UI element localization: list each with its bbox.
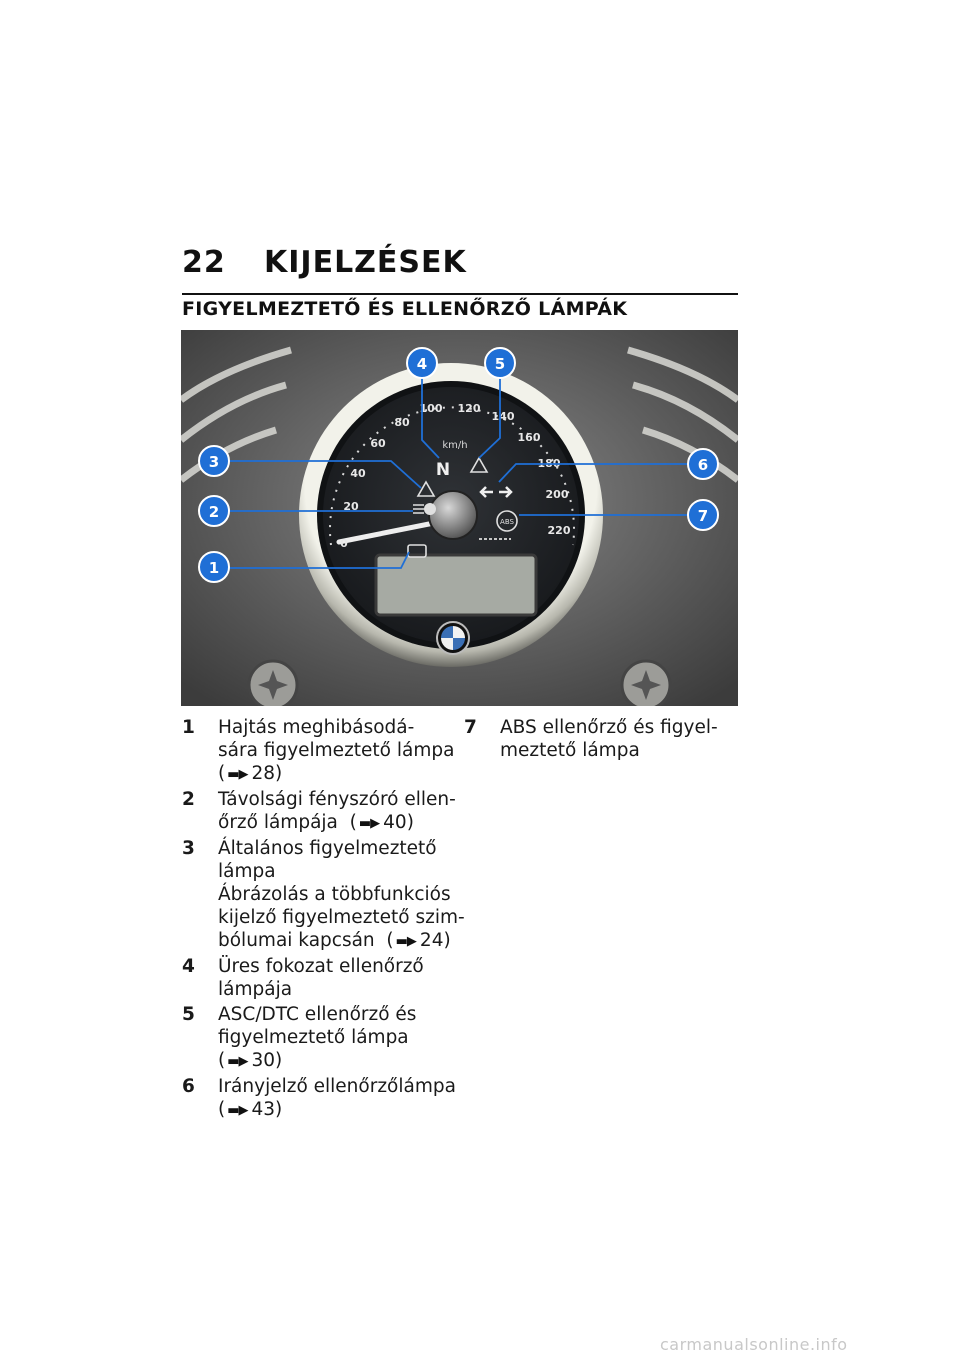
legend-number: 3 [182,838,195,859]
legend-item: 3 Általános figyelmeztető lámpa Ábrázolás a többfunkciós kijelző figyelmeztető szim- bólumai kapcsán ( ▬▶ 24) [182,838,465,951]
callout-7: 7 [697,507,709,525]
page-reference[interactable]: ( ▬▶ 40) [349,812,414,833]
scale-label: 180 [537,457,561,470]
scale-label: 140 [491,410,515,423]
chapter-title: KIJELZÉSEK [264,245,467,280]
legend-item: 4 Üres fokozat ellenőrző lámpája [182,956,424,1000]
page-reference[interactable]: ( ▬▶ 43) [218,1099,283,1120]
legend-item: 6 Irányjelző ellenőrzőlámpa ( ▬▶ 43) [182,1076,456,1120]
legend-item: 1 Hajtás meghibásodá- sára figyelmeztető lámpa ( ▬▶ 28) [182,717,455,784]
scale-label: 20 [343,500,359,513]
scale-label: 160 [517,431,541,444]
page-reference[interactable]: ( ▬▶ 28) [218,763,283,784]
page-reference[interactable]: ( ▬▶ 30) [218,1050,283,1071]
page-ref-arrow-icon: ▬▶ [227,767,248,782]
callout-4: 4 [416,355,428,373]
page-ref-arrow-icon: ▬▶ [227,1054,248,1069]
legend-item: 5 ASC/DTC ellenőrző és figyelmeztető lámpa ( ▬▶ 30) [182,1003,452,1073]
watermark: carmanualsonline.info [660,1335,848,1354]
legend-right-column [464,716,744,764]
svg-text:ABS: ABS [500,518,514,526]
unit-label: km/h [442,440,468,451]
scale-label: 120 [457,402,481,415]
page-reference[interactable]: ( ▬▶ 24) [386,930,451,951]
scale-label: 100 [419,402,443,415]
legend-number: 1 [182,717,195,738]
page-ref-arrow-icon: ▬▶ [358,816,380,831]
scale-label: 200 [545,488,569,501]
scale-label: 60 [370,437,386,450]
legend-item: 2 Távolsági fényszóró ellen- őrző lámpája ( ▬▶ 40) [182,789,456,833]
callout-2: 2 [208,503,220,521]
callout-5: 5 [494,355,506,373]
scale-label: 220 [547,524,571,537]
page-ref-arrow-icon: ▬▶ [227,1103,248,1118]
legend-left-column [182,716,465,1124]
neutral-symbol: N [435,460,451,480]
instrument-cluster-illustration [181,330,738,706]
callout-3: 3 [208,453,220,471]
legend-number: 4 [182,956,195,977]
legend-number: 7 [464,717,477,738]
page-number: 22 [182,245,226,280]
callout-1: 1 [208,559,220,577]
legend-item: 7 ABS ellenőrző és figyel- meztető lámpa [464,717,718,761]
legend-number: 5 [182,1004,195,1025]
scale-label: 0 [340,537,348,550]
callout-6: 6 [697,456,709,474]
scale-label: 80 [394,416,410,429]
scale-label: 40 [350,467,366,480]
section-title: FIGYELMEZTETŐ ÉS ELLENŐRZŐ LÁMPÁK [182,298,628,320]
instrument-cluster-figure [181,330,738,706]
legend-number: 6 [182,1076,195,1097]
header-rule [182,293,738,295]
legend-number: 2 [182,789,195,810]
page-ref-arrow-icon: ▬▶ [395,934,416,949]
